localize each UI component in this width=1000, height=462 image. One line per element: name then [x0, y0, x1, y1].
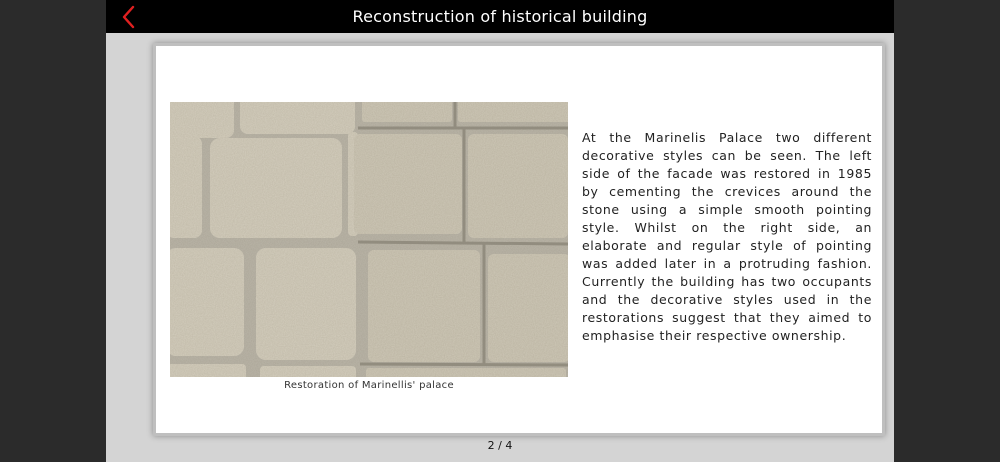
- app-window: [106, 0, 894, 462]
- figure: [170, 102, 568, 391]
- content-page: [156, 46, 882, 433]
- article-text: At the Marinelis Palace two different decorative styles can be seen. The left side of the facade was restored in 1985 by cementing the crevices around the stone using a simple smooth pointing style. Whilst on the right side, an elaborate and regular style of pointing was added later in a protruding fashion. Currently the building has two occupants and the decorative styles used in the restorations suggest that they aimed to emphasise their respective ownership.: [582, 130, 872, 343]
- chevron-left-icon: [116, 4, 142, 30]
- page-title: Reconstruction of historical building: [352, 7, 648, 26]
- page-indicator: 2 / 4: [487, 439, 513, 452]
- image-caption: Restoration of Marinellis' palace: [284, 380, 454, 391]
- back-button[interactable]: [116, 4, 142, 30]
- top-bar: [106, 0, 894, 33]
- stone-wall-photo: [170, 102, 568, 377]
